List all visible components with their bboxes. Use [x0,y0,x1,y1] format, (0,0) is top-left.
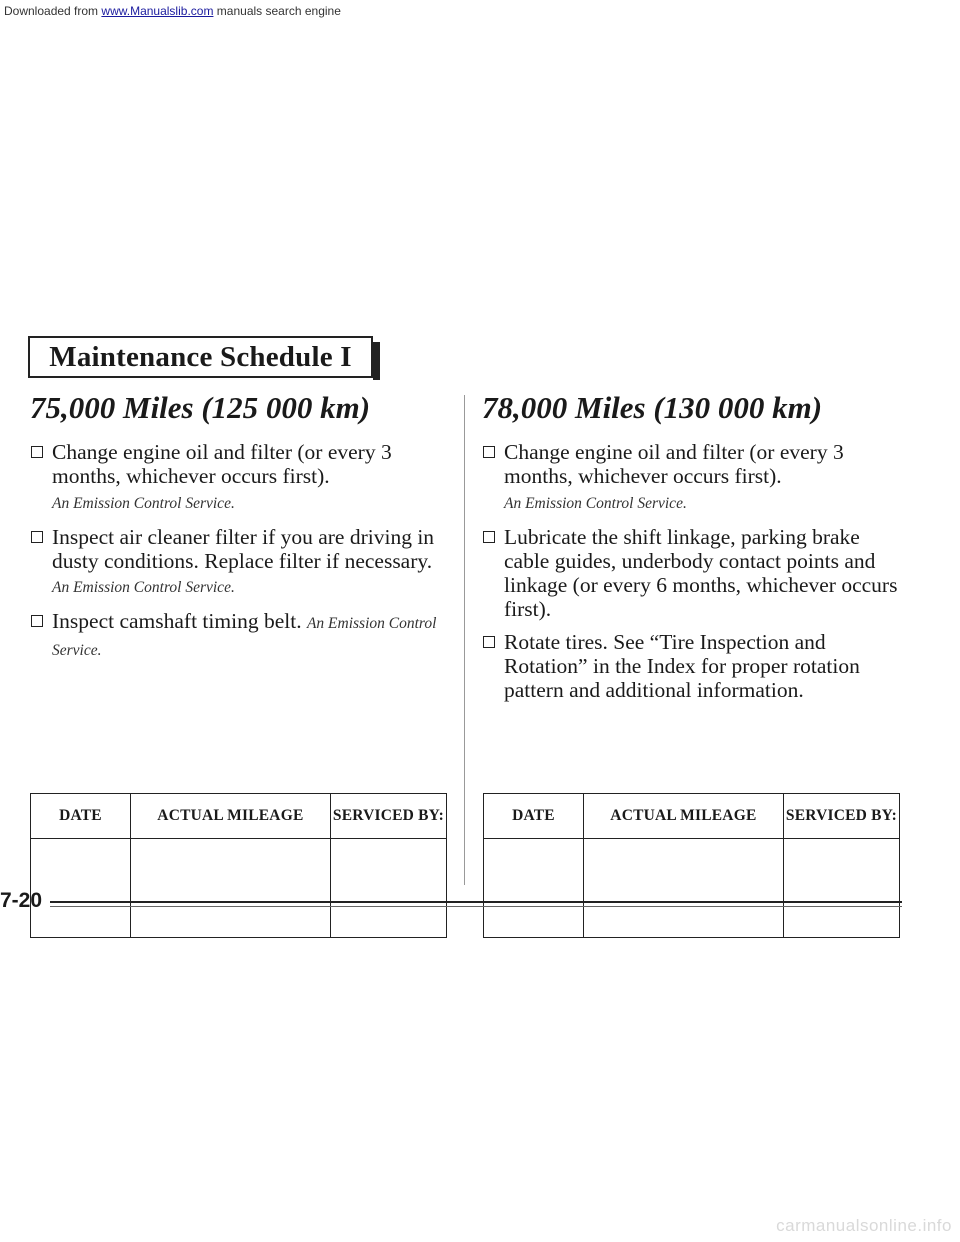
left-task-1 [30,440,445,516]
task-text: Rotate tires. See “Tire Inspection and Rotation” in the Index for proper rotation pattern and additional information. [504,630,860,702]
left-service-log-table [30,793,447,938]
left-column [30,388,445,672]
checkbox-icon[interactable] [483,446,495,458]
checkbox-icon[interactable] [31,615,43,627]
checkbox-icon[interactable] [483,531,495,543]
header-suffix: manuals search engine [216,4,341,18]
right-task-1 [482,440,902,516]
left-mileage-heading: 75,000 Miles (125 000 km) [30,390,371,425]
right-task-3 [482,630,902,702]
section-title: Maintenance Schedule I [49,340,352,373]
right-service-log-table [483,793,900,938]
left-task-2 [30,525,445,600]
task-text: Lubricate the shift linkage, parking brake cable guides, underbody contact points and linkage (or every 6 months, whichever occurs first). [504,525,898,621]
table-header-row [484,794,900,839]
task-text: Change engine oil and filter (or every 3 months, whichever occurs first). [52,440,392,488]
header-prefix: Downloaded from [4,4,99,18]
task-text: Inspect camshaft timing belt. [52,609,302,633]
checkbox-icon[interactable] [31,531,43,543]
page-footer [0,888,902,912]
task-note: An Emission Control Service. [52,615,437,659]
task-text: Change engine oil and filter (or every 3 months, whichever occurs first). [504,440,844,488]
right-column [482,388,902,711]
right-task-2 [482,525,902,621]
serviced-by-column-header: SERVICED BY: [783,794,899,839]
right-mileage-heading: 78,000 Miles (130 000 km) [482,390,823,425]
download-header [0,0,960,22]
task-text: Inspect air cleaner filter if you are driving in dusty conditions. Replace filter if necessary. [52,525,435,573]
mileage-column-header: ACTUAL MILEAGE [583,794,783,839]
page-number: 7-20 [0,889,43,912]
column-divider [464,395,465,885]
task-note: An Emission Control Service. [52,579,235,596]
watermark-text: carmanualsonline.info [776,1216,952,1235]
section-title-box [28,336,373,378]
checkbox-icon[interactable] [483,636,495,648]
task-note: An Emission Control Service. [504,495,687,512]
mileage-column-header: ACTUAL MILEAGE [130,794,330,839]
left-task-3 [30,609,445,663]
date-column-header: DATE [484,794,584,839]
serviced-by-column-header: SERVICED BY: [330,794,446,839]
task-note: An Emission Control Service. [52,495,235,512]
footer-rule-thin [50,906,902,907]
manualslib-link[interactable]: www.Manualslib.com [101,4,214,18]
date-column-header: DATE [31,794,131,839]
footer-rule [50,901,902,903]
checkbox-icon[interactable] [31,446,43,458]
table-header-row [31,794,447,839]
